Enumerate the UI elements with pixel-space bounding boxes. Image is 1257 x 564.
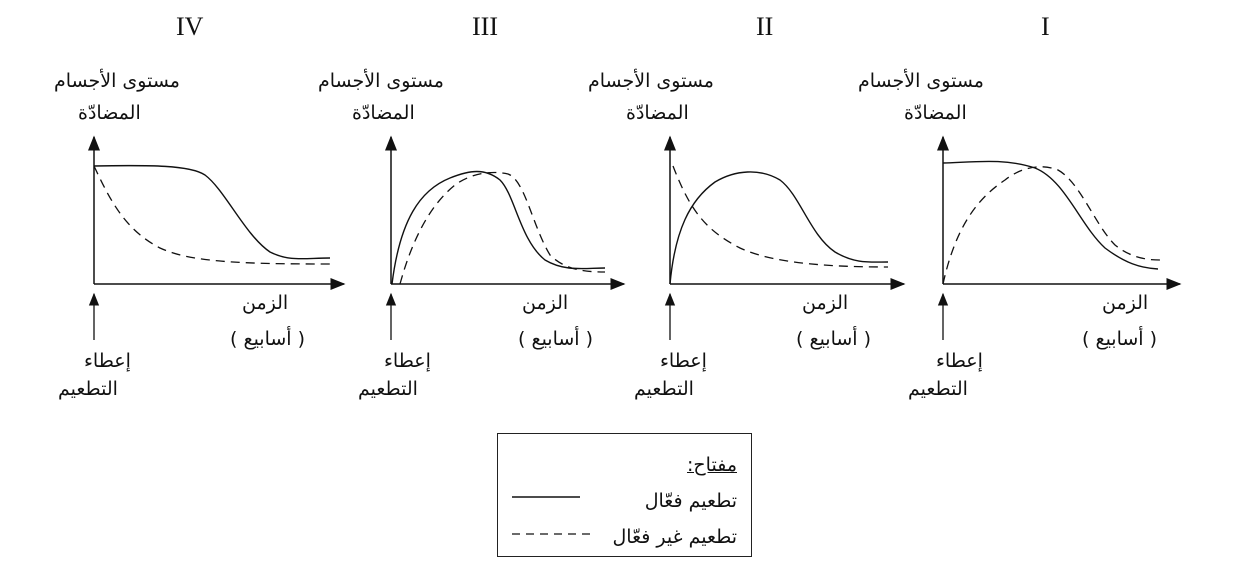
legend [497,433,752,557]
event-label-line2-III: التطعيم [358,378,418,400]
x-axis-label-line2-IV: ( أسابيع ) [230,328,306,350]
y-axis-label-line1-III: مستوى الأجسام [318,70,444,92]
effective-curve-IV [94,166,330,259]
event-label-line1-II: إعطاء [660,350,707,372]
event-label-line1-I: إعطاء [936,350,983,372]
y-axis-label-line2-IV: المضادّة [78,102,141,124]
panel-numeral-II: II [756,12,774,41]
event-label-line2-IV: التطعيم [58,378,118,400]
event-label-line1-IV: إعطاء [84,350,131,372]
legend-title: مفتاح: [687,454,737,476]
effective-curve-III [392,172,605,285]
legend-effective-label: تطعيم فعّال [644,490,737,512]
y-axis-label-line2-II: المضادّة [626,102,689,124]
x-axis-label-line2-II: ( أسابيع ) [796,328,872,350]
x-axis-label-line2-I: ( أسابيع ) [1082,328,1158,350]
legend-ineffective-label: تطعيم غير فعّال [612,526,737,548]
y-axis-label-line1-IV: مستوى الأجسام [54,70,180,92]
event-label-line2-II: التطعيم [634,378,694,400]
x-axis-label-line1-II: الزمن [802,292,849,314]
panel-IV [94,137,344,340]
panel-I [943,137,1180,340]
x-axis-label-line1-IV: الزمن [242,292,289,314]
panel-II [670,137,904,340]
x-axis-label-line2-III: ( أسابيع ) [518,328,594,350]
x-axis-label-line1-I: الزمن [1102,292,1149,314]
y-axis-label-line2-I: المضادّة [904,102,967,124]
panel-III [391,137,624,340]
event-label-line1-III: إعطاء [384,350,431,372]
legend-samples [498,434,753,558]
ineffective-curve-I [943,167,1160,284]
y-axis-label-line1-I: مستوى الأجسام [858,70,984,92]
x-axis-label-line1-III: الزمن [522,292,569,314]
event-label-line2-I: التطعيم [908,378,968,400]
panel-numeral-III: III [472,12,498,41]
y-axis-label-line2-III: المضادّة [352,102,415,124]
y-axis-label-line1-II: مستوى الأجسام [588,70,714,92]
panel-numeral-I: I [1041,12,1050,41]
panel-numeral-IV: IV [176,12,204,41]
